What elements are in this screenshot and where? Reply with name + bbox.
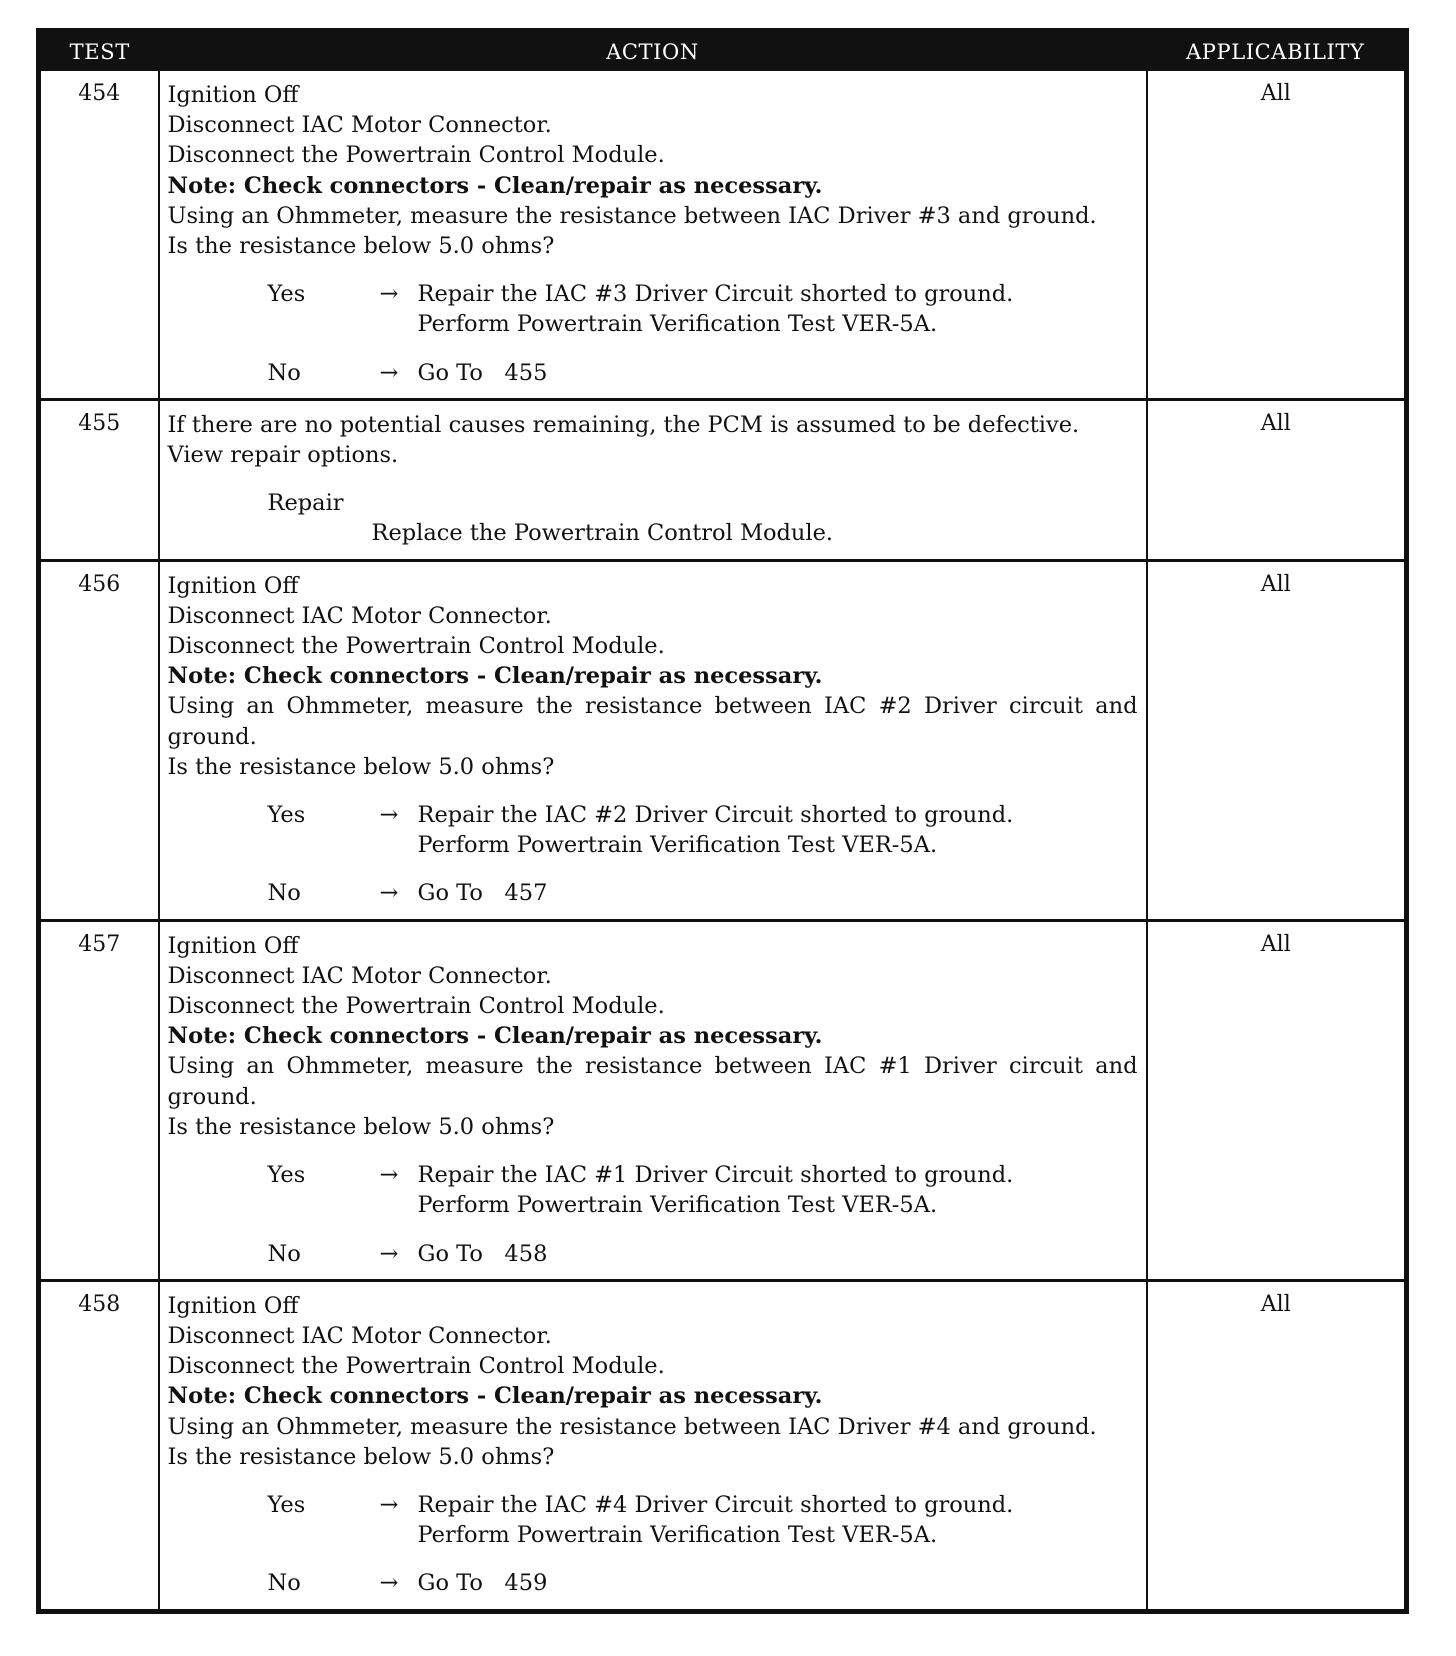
spacer <box>168 470 1138 488</box>
table-row <box>39 71 1407 399</box>
yes-result-line: Repair the IAC #1 Driver Circuit shorted to ground. <box>417 1162 1014 1189</box>
applicability-value: All <box>1147 71 1407 399</box>
applicability-value: All <box>1147 920 1407 1280</box>
no-result <box>418 358 1138 388</box>
test-number: 455 <box>39 399 159 560</box>
arrow-icon: → <box>379 1491 399 1518</box>
header-action: ACTION <box>159 31 1147 72</box>
goto-text: Go To 459 <box>417 1570 548 1597</box>
spacer <box>168 1221 1138 1239</box>
action-line: Ignition Off <box>167 1292 299 1319</box>
yes-label: Yes <box>267 1162 306 1189</box>
arrow-icon: → <box>379 281 399 308</box>
arrow-icon: → <box>379 880 399 907</box>
header-applicability: APPLICABILITY <box>1147 31 1407 72</box>
action-line: Using an Ohmmeter, measure the resistance between IAC Driver #4 and ground. <box>167 1413 1097 1440</box>
yes-outcome <box>268 279 1138 339</box>
action-line: Disconnect the Powertrain Control Module. <box>167 993 665 1020</box>
spacer <box>168 782 1138 800</box>
no-result <box>418 1568 1138 1598</box>
action-cell <box>159 560 1147 920</box>
yes-label: Yes <box>267 1491 306 1518</box>
action-line: Disconnect IAC Motor Connector. <box>167 112 552 139</box>
table-row <box>39 560 1407 920</box>
spacer <box>168 1472 1138 1490</box>
repair-label: Repair <box>267 490 344 517</box>
diagnostic-page <box>36 28 1404 1614</box>
action-line: Disconnect IAC Motor Connector. <box>167 1322 552 1349</box>
action-line: Using an Ohmmeter, measure the resistance between IAC #2 Driver circuit and ground. <box>167 693 1138 750</box>
table-row <box>39 920 1407 1280</box>
note-line: Note: Check connectors - Clean/repair as necessary. <box>167 1383 823 1410</box>
yes-result <box>418 1490 1138 1550</box>
action-line: Disconnect the Powertrain Control Module. <box>167 633 665 660</box>
action-line: Using an Ohmmeter, measure the resistance between IAC #1 Driver circuit and ground. <box>167 1053 1138 1110</box>
goto-text: Go To 458 <box>417 1240 548 1267</box>
no-label: No <box>267 1240 301 1267</box>
table-row <box>39 399 1407 560</box>
test-number: 454 <box>78 81 121 106</box>
yes-result-line: Perform Powertrain Verification Test VER-5A. <box>417 832 938 859</box>
no-result <box>418 1239 1138 1269</box>
applicability-value: All <box>1147 1280 1407 1611</box>
arrow-icon: → <box>379 359 399 386</box>
spacer <box>168 340 1138 358</box>
action-line: Is the resistance below 5.0 ohms? <box>167 753 555 780</box>
spacer <box>168 860 1138 878</box>
no-outcome <box>268 358 1138 388</box>
test-number: 456 <box>39 560 159 920</box>
yes-result-line: Perform Powertrain Verification Test VER-5A. <box>417 311 938 338</box>
note-line: Note: Check connectors - Clean/repair as necessary. <box>167 172 823 199</box>
action-cell <box>159 1280 1147 1611</box>
table-header <box>39 31 1407 72</box>
header-test: TEST <box>39 31 159 72</box>
action-line: Disconnect the Powertrain Control Module. <box>167 1353 665 1380</box>
table-body <box>39 71 1407 1611</box>
arrow-icon: → <box>379 1570 399 1597</box>
yes-result-line: Repair the IAC #3 Driver Circuit shorted to ground. <box>417 281 1014 308</box>
repair-text: Replace the Powertrain Control Module. <box>371 520 834 547</box>
yes-label: Yes <box>267 802 306 829</box>
action-line: Disconnect the Powertrain Control Module. <box>167 142 665 169</box>
applicability-value: All <box>1147 560 1407 920</box>
action-line: Is the resistance below 5.0 ohms? <box>167 1113 555 1140</box>
yes-result <box>418 279 1138 339</box>
no-label: No <box>267 880 301 907</box>
yes-outcome <box>268 1160 1138 1220</box>
action-line: Is the resistance below 5.0 ohms? <box>167 1443 555 1470</box>
action-line: Ignition Off <box>167 572 299 599</box>
no-label: No <box>267 1570 301 1597</box>
goto-text: Go To 457 <box>417 880 548 907</box>
yes-result <box>418 1160 1138 1220</box>
yes-label: Yes <box>267 281 306 308</box>
no-outcome <box>268 878 1138 908</box>
action-line: If there are no potential causes remaining, the PCM is assumed to be defective. <box>167 411 1080 438</box>
action-cell <box>159 920 1147 1280</box>
spacer <box>168 1142 1138 1160</box>
action-cell <box>159 71 1147 399</box>
applicability-value: All <box>1147 399 1407 560</box>
no-outcome <box>268 1239 1138 1269</box>
note-line: Note: Check connectors - Clean/repair as necessary. <box>167 1023 823 1050</box>
action-cell <box>159 399 1147 560</box>
no-result <box>418 878 1138 908</box>
yes-result <box>418 800 1138 860</box>
yes-outcome <box>268 800 1138 860</box>
yes-result-line: Perform Powertrain Verification Test VER-5A. <box>417 1522 938 1549</box>
table-row <box>39 1280 1407 1611</box>
yes-result-line: Perform Powertrain Verification Test VER-5A. <box>417 1192 938 1219</box>
action-line: Ignition Off <box>167 932 299 959</box>
goto-text: Go To 455 <box>417 359 548 386</box>
no-outcome <box>268 1568 1138 1598</box>
spacer <box>168 261 1138 279</box>
no-label: No <box>267 359 301 386</box>
repair-block <box>268 488 1138 548</box>
diagnostic-test-table <box>36 28 1409 1614</box>
action-line: Disconnect IAC Motor Connector. <box>167 962 552 989</box>
action-line: Disconnect IAC Motor Connector. <box>167 602 552 629</box>
yes-result-line: Repair the IAC #4 Driver Circuit shorted to ground. <box>417 1491 1014 1518</box>
yes-outcome <box>268 1490 1138 1550</box>
arrow-icon: → <box>379 802 399 829</box>
arrow-icon: → <box>379 1240 399 1267</box>
test-number: 458 <box>39 1280 159 1611</box>
action-line: View repair options. <box>167 442 399 469</box>
test-number: 457 <box>39 920 159 1280</box>
note-line: Note: Check connectors - Clean/repair as necessary. <box>167 663 823 690</box>
action-line: Using an Ohmmeter, measure the resistance between IAC Driver #3 and ground. <box>167 202 1097 229</box>
yes-result-line: Repair the IAC #2 Driver Circuit shorted to ground. <box>417 802 1014 829</box>
action-line: Ignition Off <box>167 82 299 108</box>
spacer <box>168 1550 1138 1568</box>
arrow-icon: → <box>379 1162 399 1189</box>
action-line: Is the resistance below 5.0 ohms? <box>167 233 555 260</box>
